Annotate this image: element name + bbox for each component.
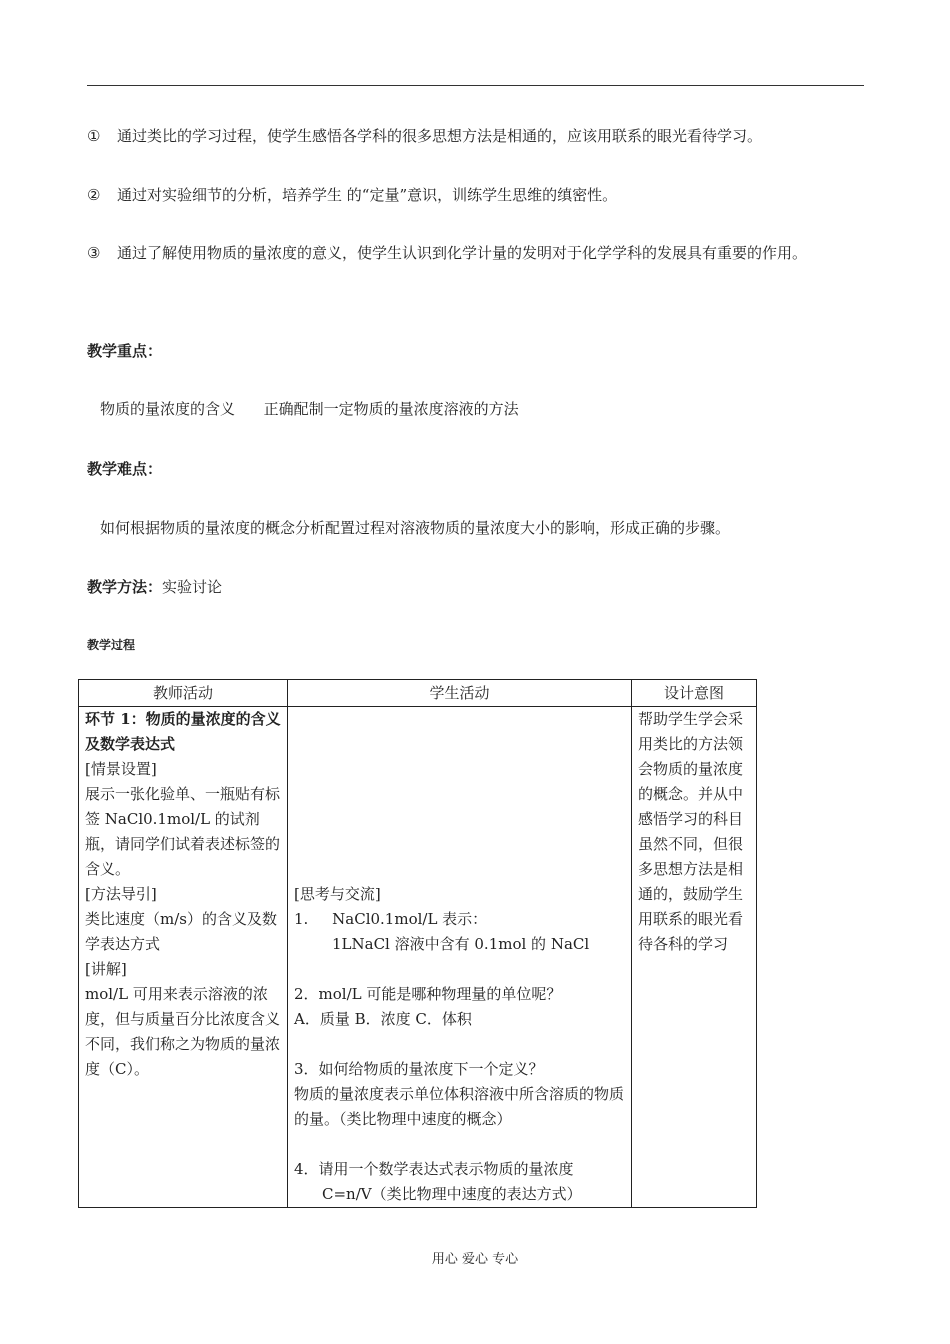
teacher-p2: 展示一张化验单、一瓶贴有标签 NaCl0.1mol/L 的试剂瓶，请同学们试着表述标签的含义。 xyxy=(85,785,281,878)
method-line xyxy=(87,576,222,597)
objective-1 xyxy=(87,118,867,155)
header-teacher: 教师活动 xyxy=(79,680,288,707)
page-footer: 用心 爱心 专心 xyxy=(431,1252,519,1267)
objective-number: ③ xyxy=(87,244,101,262)
objective-3 xyxy=(87,235,867,272)
top-rule xyxy=(87,85,864,86)
key-points-text: 物质的量浓度的含义 正确配制一定物质的量浓度溶液的方法 xyxy=(100,400,519,418)
student-l4: 2．mol/L 可能是哪种物理量的单位呢？ xyxy=(294,985,562,1003)
table-row xyxy=(79,707,757,1208)
student-l3: 1LNaCl 溶液中含有 0.1mol 的 NaCl xyxy=(332,935,590,953)
teacher-p6: mol/L 可用来表示溶液的浓度，但与质量百分比浓度含义不同，我们称之为物质的量浓度（C）。 xyxy=(85,985,281,1078)
teacher-p4: 类比速度（m/s）的含义及数学表达方式 xyxy=(85,910,277,953)
header-student: 学生活动 xyxy=(288,680,632,707)
table-header-row xyxy=(79,680,757,707)
objective-number: ② xyxy=(87,186,101,204)
student-l6: 3．如何给物质的量浓度下一个定义？ xyxy=(294,1060,544,1078)
objective-number: ① xyxy=(87,127,101,145)
objective-text: 通过类比的学习过程，使学生感悟各学科的很多思想方法是相通的，应该用联系的眼光看待学习。 xyxy=(117,127,763,145)
student-l7: 物质的量浓度表示单位体积溶液中所含溶质的物质的量。（类比物理中速度的概念） xyxy=(294,1085,625,1128)
process-heading: 教学过程 xyxy=(87,638,136,652)
difficulties-text: 如何根据物质的量浓度的概念分析配置过程对溶液物质的量浓度大小的影响，形成正确的步骤。 xyxy=(100,519,731,537)
student-l2: 1. NaCl0.1mol/L 表示： xyxy=(294,910,488,928)
method-text: 实验讨论 xyxy=(162,578,223,596)
student-l8: 4．请用一个数学表达式表示物质的量浓度 xyxy=(294,1160,574,1178)
key-points-heading: 教学重点： xyxy=(87,342,163,360)
header-purpose: 设计意图 xyxy=(632,680,757,707)
teacher-p3: [方法导引] xyxy=(85,885,157,903)
teacher-p5: [讲解] xyxy=(85,960,127,978)
difficulties-heading: 教学难点： xyxy=(87,460,163,478)
student-l9: C=n/V（类比物理中速度的表达方式） xyxy=(322,1185,582,1203)
objective-text: 通过对实验细节的分析，培养学生 的“定量”意识，训练学生思维的缜密性。 xyxy=(117,186,618,204)
objective-2 xyxy=(87,177,867,214)
method-heading: 教学方法： xyxy=(87,578,163,596)
process-table xyxy=(78,679,757,1208)
purpose-cell xyxy=(632,707,757,1208)
student-l5: A．质量 B．浓度 C．体积 xyxy=(294,1010,472,1028)
teacher-p1: [情景设置] xyxy=(85,760,157,778)
student-cell xyxy=(288,707,632,1208)
student-l1: [思考与交流] xyxy=(294,885,381,903)
section-title: 环节 1：物质的量浓度的含义及数学表达式 xyxy=(85,710,281,753)
objective-text: 通过了解使用物质的量浓度的意义，使学生认识到化学计量的发明对于化学学科的发展具有重要的作用。 xyxy=(117,244,808,262)
teacher-cell xyxy=(79,707,288,1208)
purpose-text: 帮助学生学会采用类比的方法领会物质的量浓度的概念。并从中感悟学习的科目虽然不同，但很多思想方法是相通的，鼓励学生用联系的眼光看待各科的学习 xyxy=(638,710,744,953)
